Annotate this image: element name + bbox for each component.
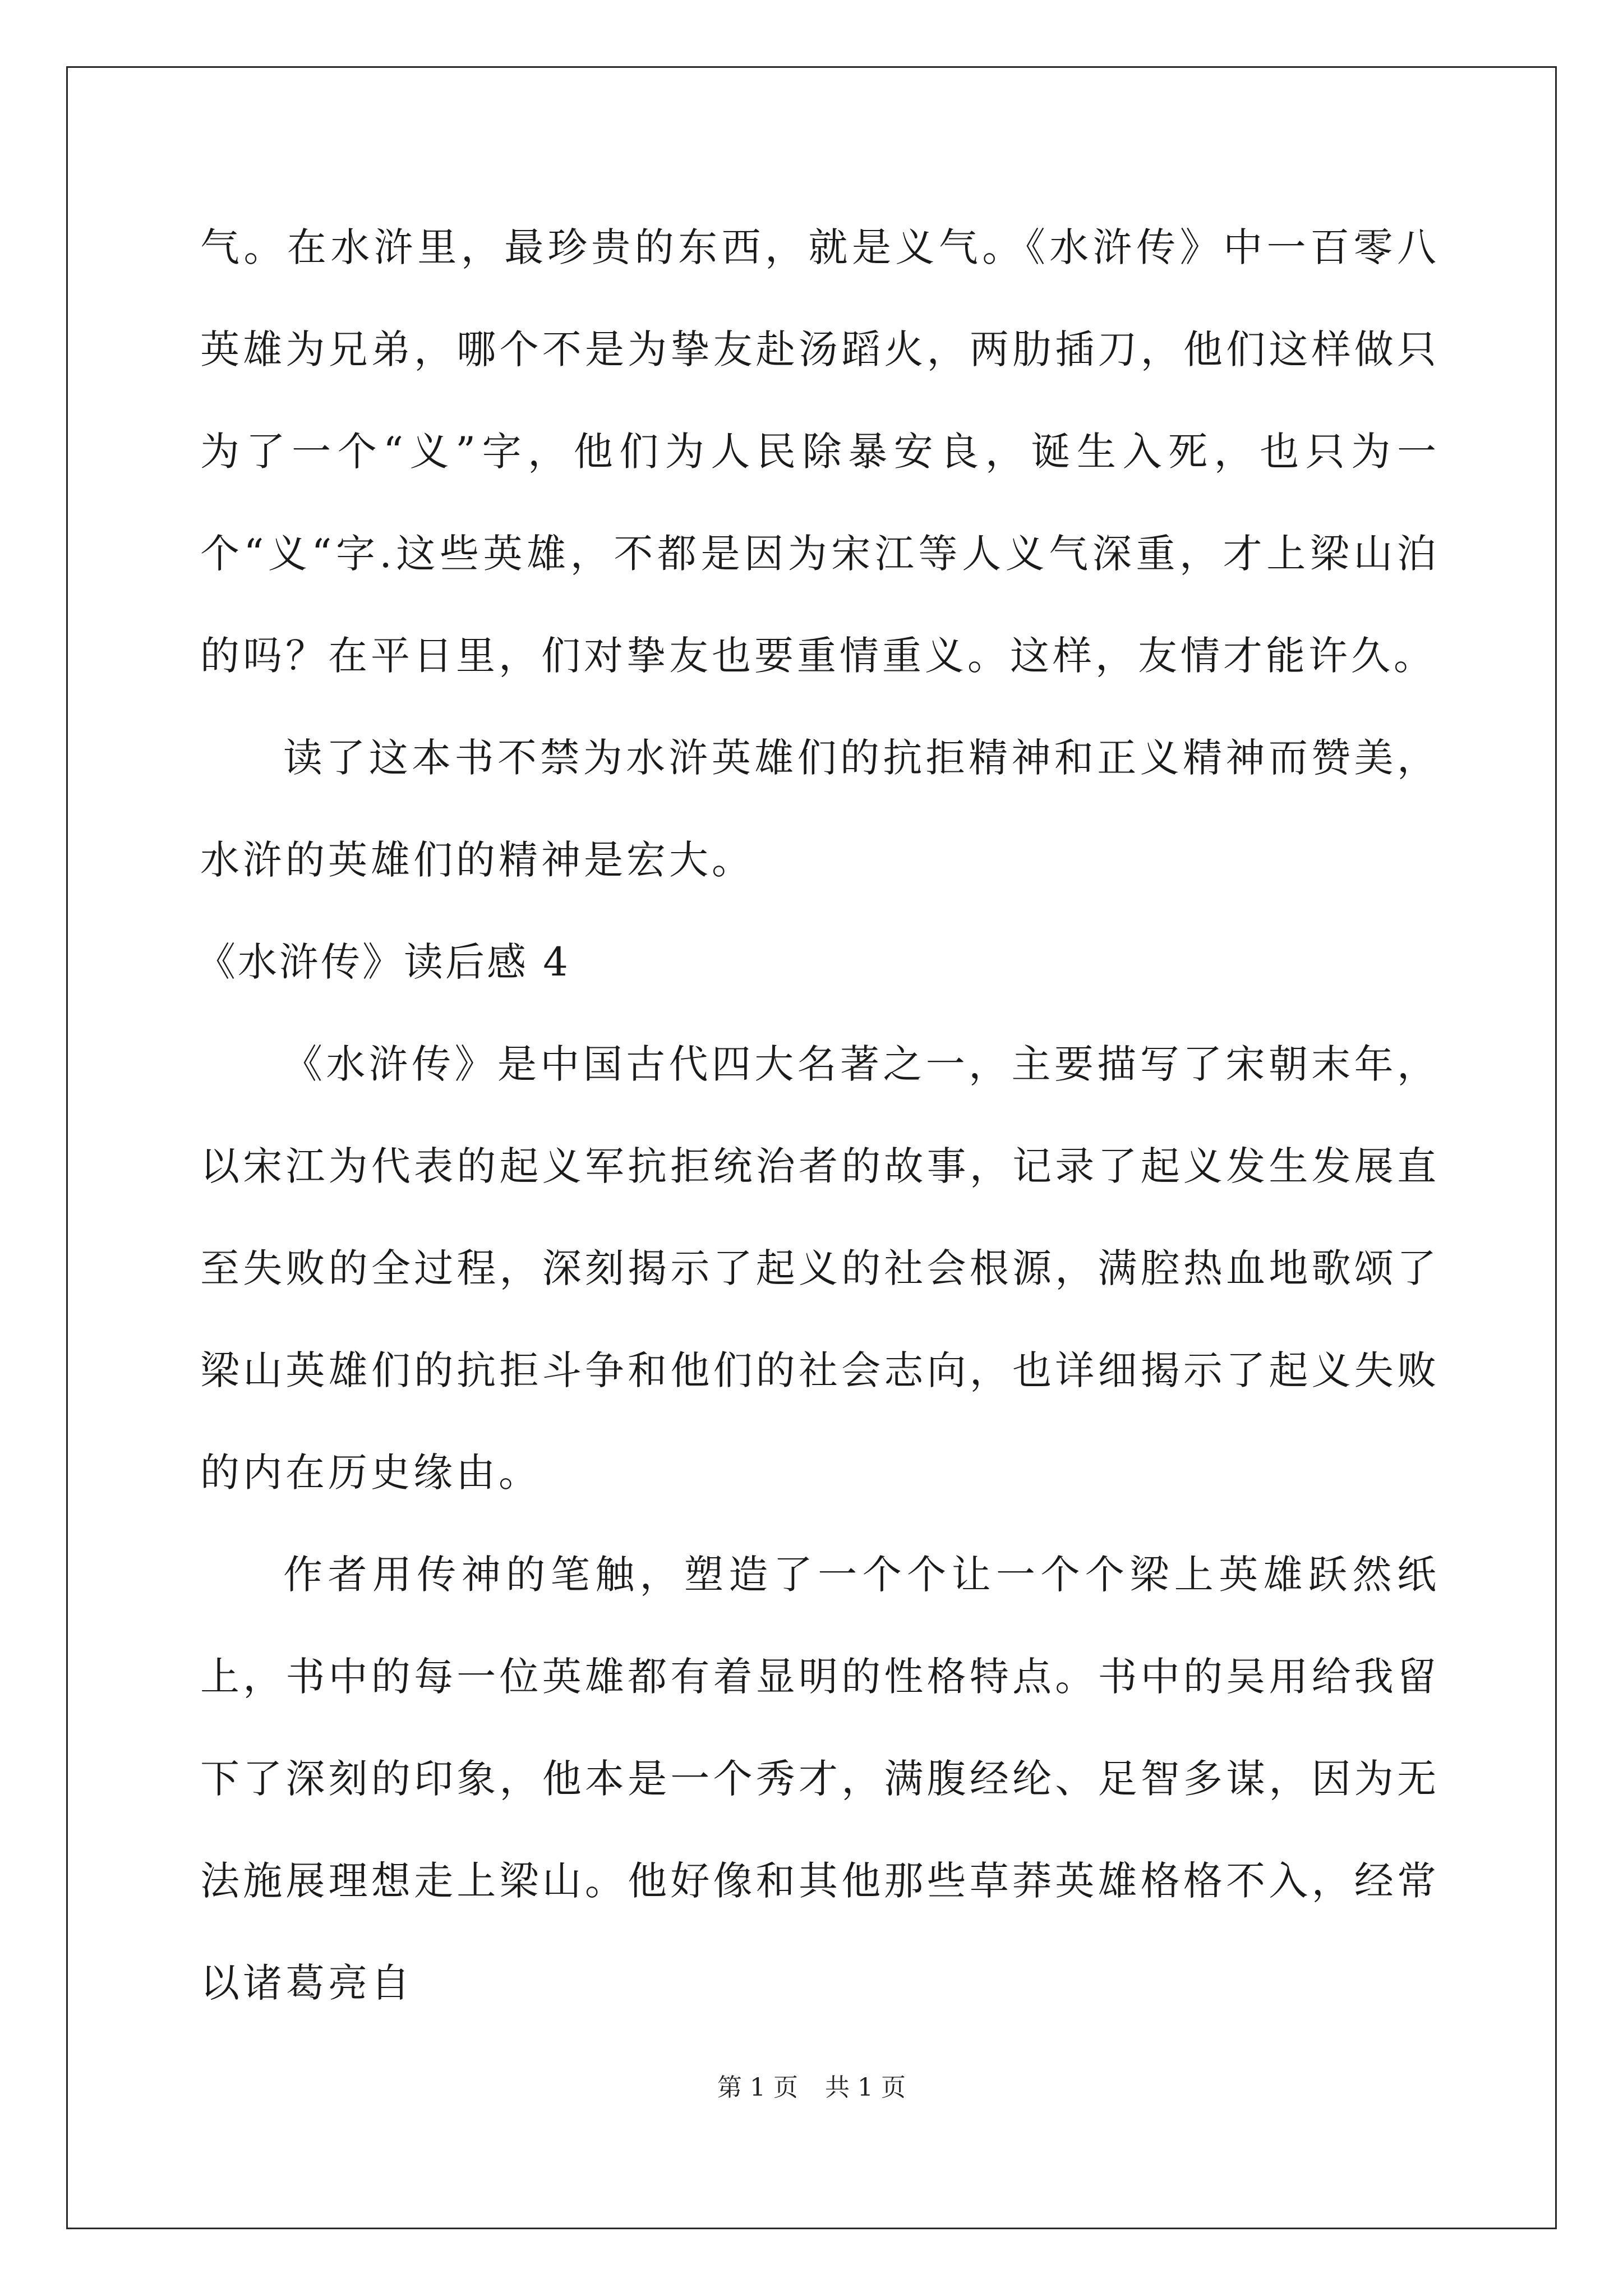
- document-body: [196, 196, 1440, 2034]
- paragraph-3: 《水浒传》是中国古代四大名著之一，主要描写了宋朝末年，以宋江为代表的起义军抗拒统治者的故事，记录了起义发生发展直至失败的全过程，深刻揭示了起义的社会根源，满腔热血地歌颂了梁山英雄们的抗拒斗争和他们的社会志向，也详细揭示了起义失败的内在历史缘由。: [200, 1041, 1440, 1496]
- paragraph-2: 读了这本书不禁为水浒英雄们的抗拒精神和正义精神而赞美，水浒的英雄们的精神是宏大。: [200, 735, 1440, 883]
- section-heading: 《水浒传》读后感 4: [196, 939, 570, 985]
- page-number: 第 1 页: [717, 2073, 798, 2102]
- paragraph-4: 作者用传神的笔触，塑造了一个个让一个个梁上英雄跃然纸上，书中的每一位英雄都有着显明的性格特点。书中的吴用给我留下了深刻的印象，他本是一个秀才，满腹经纶、足智多谋，因为无法施展理想走上梁山。他好像和其他那些草莽英雄格格不入，经常以诸葛亮自: [200, 1552, 1440, 2006]
- paragraph-1: 气。在水浒里，最珍贵的东西，就是义气。《水浒传》中一百零八英雄为兄弟，哪个不是为挚友赴汤蹈火，两肋插刀，他们这样做只为了一个“义”字，他们为人民除暴安良，诞生入死，也只为一个“义“字.这些英雄，不都是因为宋江等人义气深重，才上梁山泊的吗？在平日里，们对挚友也要重情重义。这样，友情才能许久。: [200, 224, 1440, 679]
- page-total: 共 1 页: [825, 2073, 906, 2102]
- page-footer: [0, 2071, 1623, 2105]
